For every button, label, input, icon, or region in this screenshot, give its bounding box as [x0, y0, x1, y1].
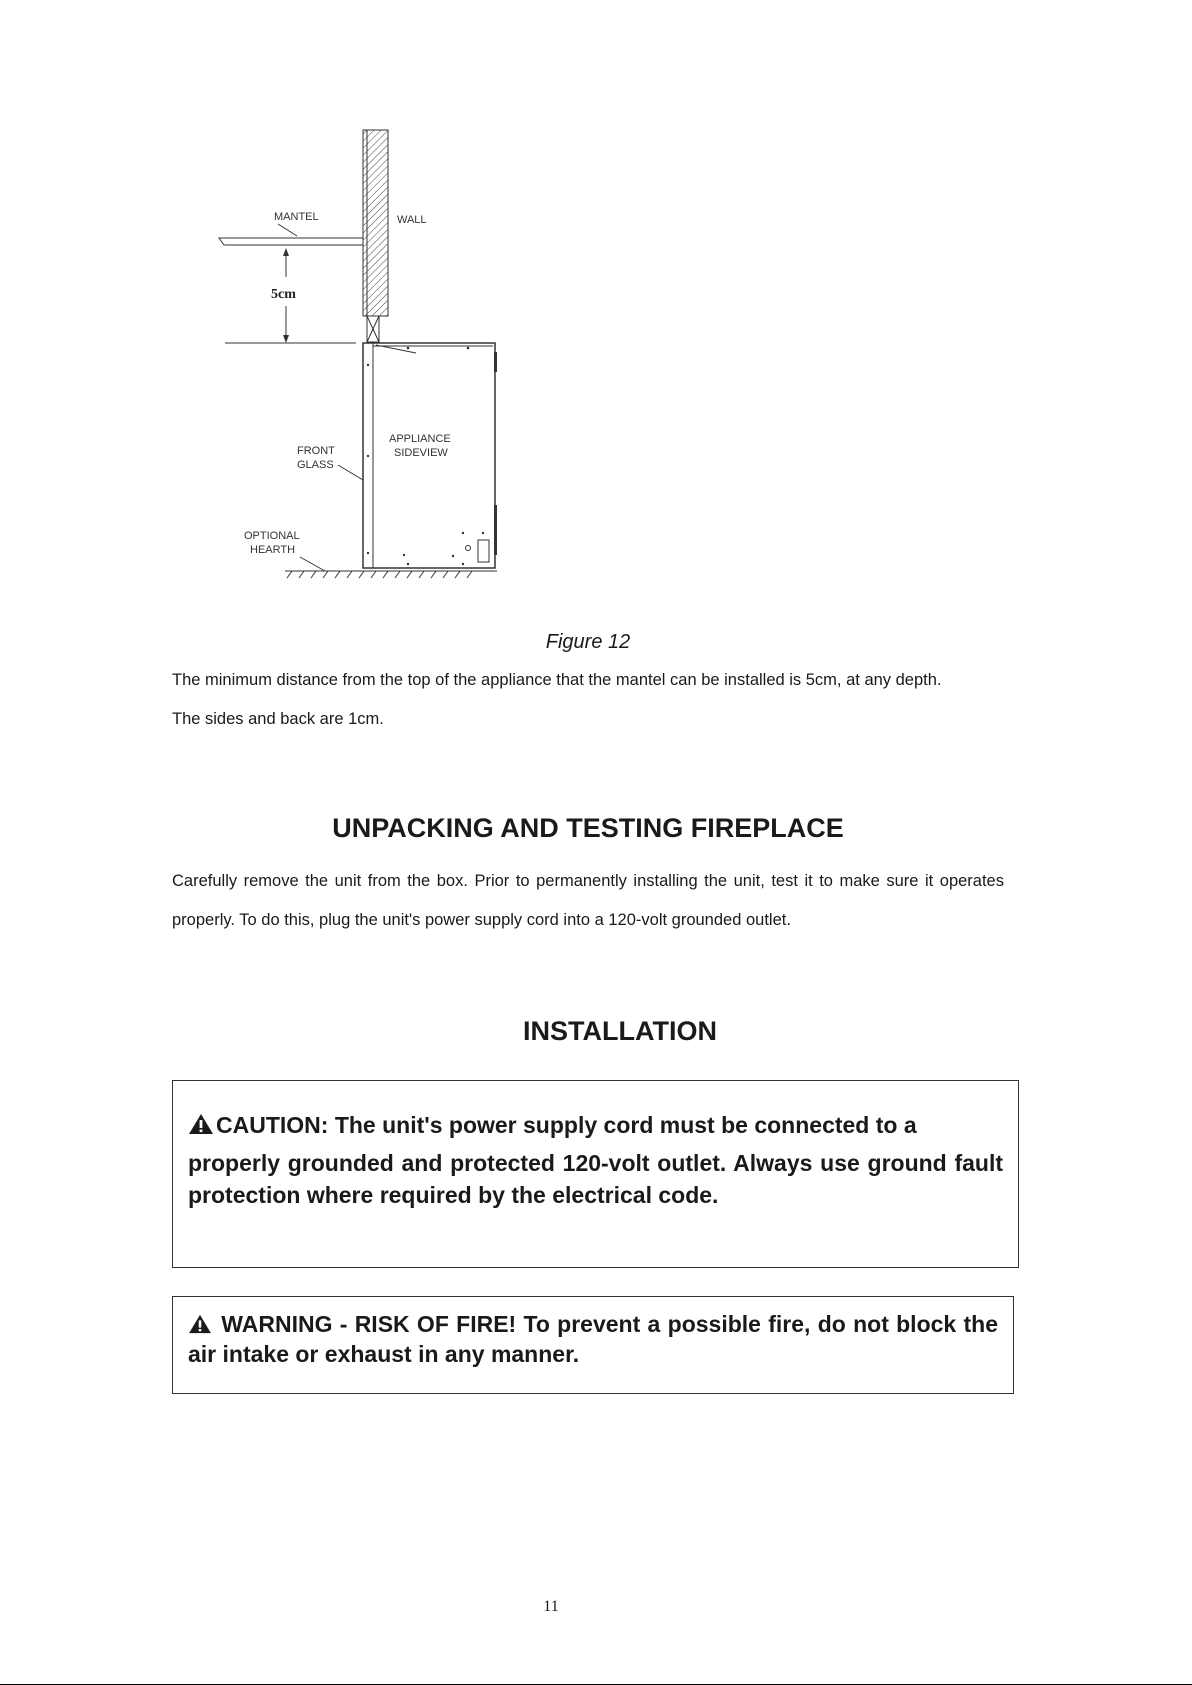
installation-heading: INSTALLATION [523, 1016, 717, 1046]
mantel-shape [219, 224, 363, 245]
wall-shape [363, 130, 388, 342]
label-mantel: MANTEL [274, 211, 319, 223]
side-clearance-text: The sides and back are 1cm. [172, 710, 384, 728]
label-front-glass-2: GLASS [297, 459, 334, 471]
label-appliance-2: SIDEVIEW [394, 447, 448, 459]
unpacking-paragraph: Carefully remove the unit from the box. Prior to permanently installing the unit, test it to make sure it operates properly. To do this, plug the unit's power supply cord into a 120-volt grounded outlet. [172, 872, 1004, 929]
warning-triangle-icon [188, 1314, 212, 1334]
label-dimension: 5cm [271, 287, 296, 302]
label-wall: WALL [397, 214, 427, 226]
figure-12-diagram [200, 120, 520, 580]
label-appliance-1: APPLIANCE [389, 433, 451, 445]
label-front-glass-1: FRONT [297, 445, 335, 457]
caution-text: properly grounded and protected 120-volt outlet. Always use ground fault protection where required by the electrical code. [188, 1150, 1003, 1208]
mantel-distance-text: The minimum distance from the top of the appliance that the mantel can be installed is 5cm, at any depth. [172, 671, 942, 689]
caution-box [172, 1080, 1019, 1268]
caution-line-1: CAUTION: The unit's power supply cord must be connected to a [216, 1112, 917, 1138]
unpacking-heading: UNPACKING AND TESTING FIREPLACE [332, 813, 844, 843]
warning-text: WARNING - RISK OF FIRE! To prevent a possible fire, do not block the air intake or exhaust in any manner. [188, 1311, 998, 1367]
warning-triangle-icon [188, 1113, 214, 1135]
warning-box [172, 1296, 1014, 1394]
figure-caption: Figure 12 [545, 631, 631, 653]
label-hearth-2: HEARTH [250, 544, 296, 556]
page-number: 11 [543, 1598, 559, 1615]
ground-hatching [285, 571, 497, 578]
label-hearth-1: OPTIONAL [244, 530, 300, 542]
